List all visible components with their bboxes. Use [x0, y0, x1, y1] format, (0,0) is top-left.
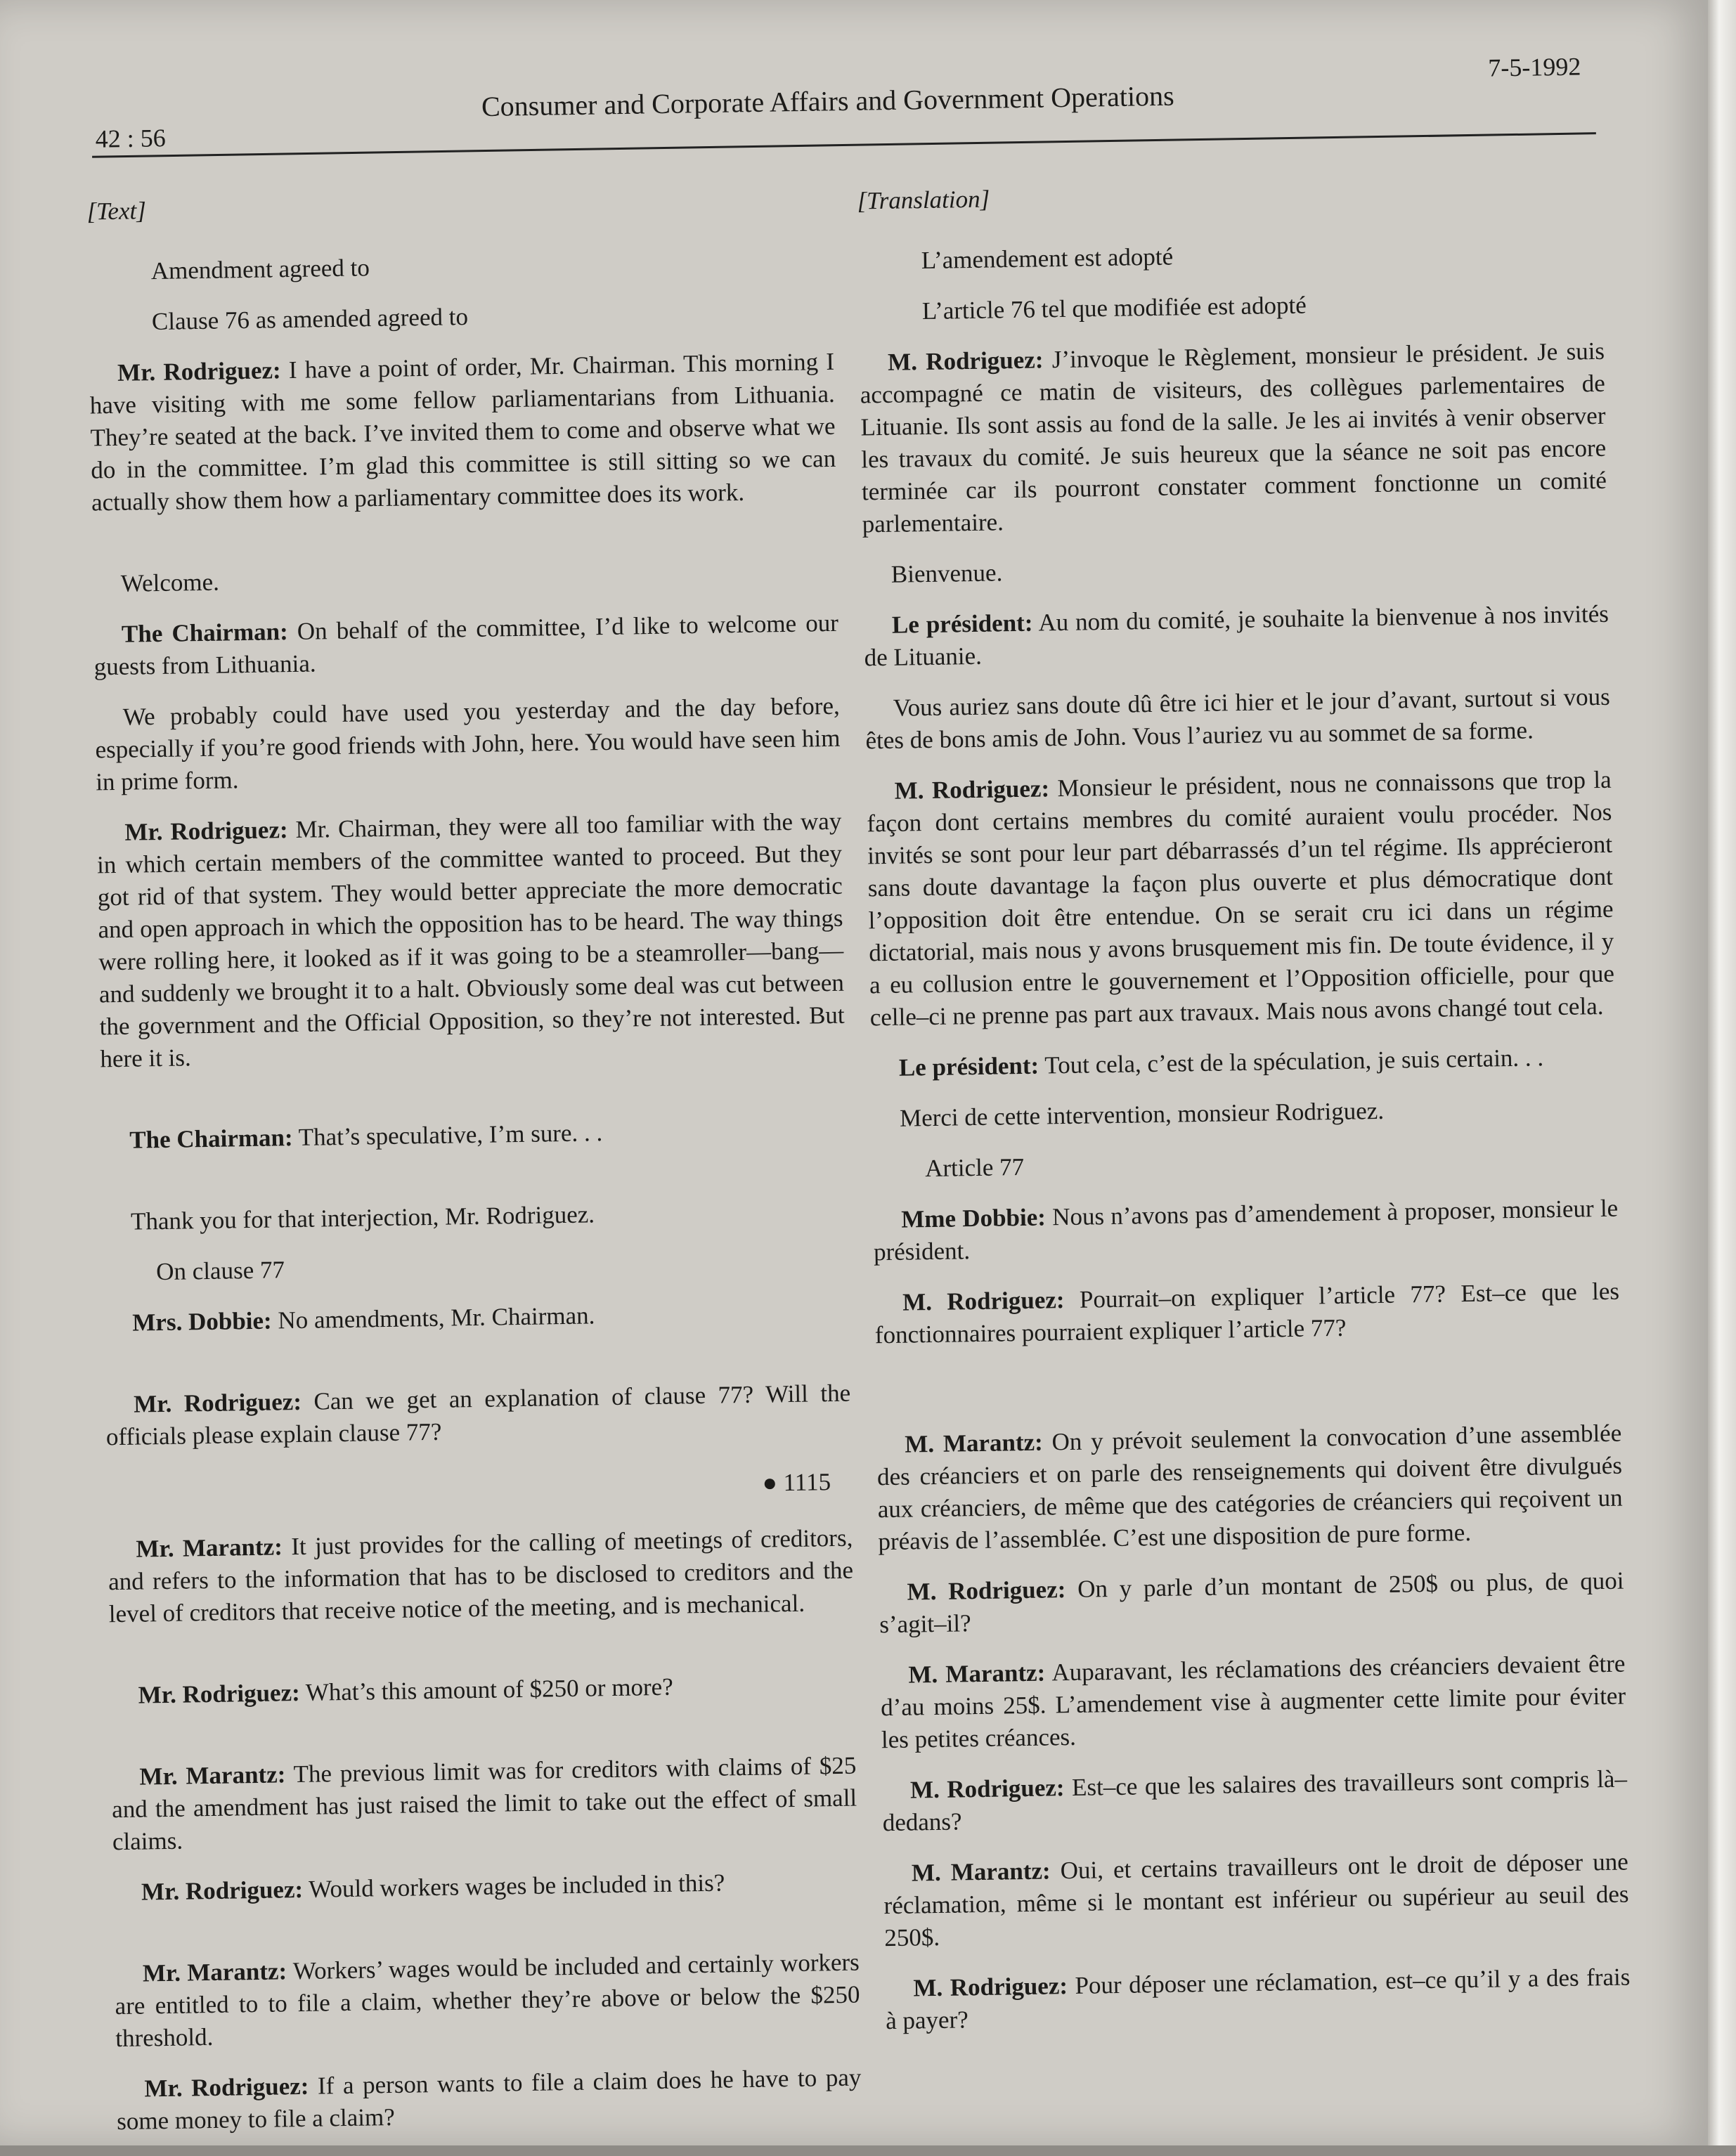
- procedural-note: L’amendement est adopté: [921, 242, 1174, 275]
- speaker-name: Le président:: [898, 1051, 1039, 1082]
- english-column: [86, 184, 862, 2156]
- speech-text: On behalf of the committee, I’d like to welcome our guests from Lithuania.: [93, 609, 839, 681]
- speech-text: On y parle d’un montant de 250$ ou plus, de quoi s’agit–il?: [879, 1566, 1624, 1639]
- speaker-name: M. Rodriguez:: [887, 346, 1044, 376]
- speaker-name: Mr. Marantz:: [136, 1533, 283, 1563]
- time-marker: ● 1115: [762, 1468, 831, 1497]
- running-title: Consumer and Corporate Affairs and Government Operations: [481, 79, 1174, 123]
- page-header: [91, 51, 1595, 152]
- speech-text: Nous n’avons pas d’amendement à proposer, monsieur le président.: [873, 1194, 1619, 1266]
- speech-paragraph: Thank you for that interjection, Mr. Rodriguez.: [130, 1200, 595, 1235]
- speech-text: The previous limit was for creditors with claims of $25 and the amendment has just raised the limit to take out the effect of small claims.: [111, 1751, 857, 1856]
- page-number: 42 : 56: [95, 124, 167, 153]
- speech-text: Tout cela, c’est de la spéculation, je suis certain. . .: [1038, 1044, 1544, 1079]
- procedural-note: Clause 76 as amended agreed to: [151, 302, 469, 336]
- speech-paragraph: [883, 1846, 1630, 1955]
- speech-paragraph: [864, 598, 1609, 675]
- speech-text: Would workers wages be included in this?: [302, 1869, 725, 1903]
- speech-text: Mr. Chairman, they were all too familiar with the way in which certain members of the committee wanted to proceed. But they got rid of that system. They would better appreciate the more democratic and open approach in which the opposition has to be heard. The way things were rolling here, it looked as if it was going to be a steamroller—bang—and suddenly we brought it to a halt. Obviously some deal was cut between the government and the Official Opposition, so they’re not interested. But here it is.: [96, 807, 845, 1073]
- speaker-name: Mr. Rodriguez:: [117, 356, 281, 387]
- speech-text: It just provides for the calling of meetings of creditors, and refers to the information that has to be disclosed to creditors and the level of creditors that receive notice of the meeting, and is mechanical.: [108, 1524, 854, 1628]
- procedural-note: On clause 77: [155, 1256, 285, 1286]
- speech-paragraph: [89, 346, 836, 519]
- speech-paragraph: [104, 1296, 850, 1340]
- page-date: 7-5-1992: [1488, 52, 1581, 82]
- speech-paragraph: [866, 764, 1615, 1034]
- speech-paragraph: [101, 1113, 847, 1157]
- speaker-name: M. Rodriguez:: [902, 1286, 1065, 1316]
- speaker-name: Mr. Rodriguez:: [133, 1387, 302, 1418]
- speech-paragraph: [111, 1750, 857, 1859]
- speech-paragraph: [882, 1763, 1628, 1840]
- speech-paragraph: [879, 1565, 1624, 1642]
- column-label: [Translation]: [857, 185, 990, 215]
- speaker-name: Mr. Rodriguez:: [138, 1678, 301, 1709]
- speaker-name: Mr. Rodriguez:: [144, 2072, 309, 2103]
- speaker-name: M. Marantz:: [908, 1658, 1046, 1689]
- speech-text: Can we get an explanation of clause 77? Will the officials please explain clause 77?: [105, 1379, 851, 1451]
- speaker-name: The Chairman:: [121, 618, 288, 648]
- speech-text: What’s this amount of $250 or more?: [299, 1673, 674, 1706]
- speech-paragraph: [115, 1947, 861, 2056]
- speaker-name: Mrs. Dobbie:: [132, 1306, 272, 1337]
- speaker-name: M. Rodriguez:: [907, 1576, 1066, 1606]
- speaker-name: Mr. Rodriguez:: [124, 816, 288, 846]
- speech-text: I have a point of order, Mr. Chairman. This morning I have visiting with me some fellow parliamentarians from Lithuania. They’re seated at the back. I’ve invited them to come and observe what we do in the committee. I’m glad this committee is still sitting so we can actually show them how a parliamentary committee does its work.: [89, 347, 836, 517]
- speech-paragraph: [860, 335, 1607, 541]
- speech-paragraph: Bienvenue.: [890, 559, 1003, 588]
- speaker-name: M. Rodriguez:: [913, 1972, 1068, 2002]
- speech-paragraph: Merci de cette intervention, monsieur Rodriguez.: [899, 1096, 1385, 1132]
- speech-paragraph: [874, 1275, 1620, 1352]
- procedural-note: Article 77: [924, 1152, 1025, 1183]
- speaker-name: Mr. Marantz:: [139, 1760, 286, 1791]
- speech-paragraph: [885, 1961, 1631, 2038]
- speech-paragraph: [876, 1417, 1624, 1559]
- speech-paragraph: [110, 1668, 855, 1713]
- speech-text: Au nom du comité, je souhaite la bienvenue à nos invités de Lituanie.: [864, 599, 1609, 672]
- speech-text: On y prévoit seulement la convocation d’une assemblée des créanciers et on parle des renseignements qui doivent être divulgués aux créanciers, de même que des catégories de créanciers qui reçoivent un préavis de l’assemblée. C’est une disposition de pure forme.: [876, 1419, 1623, 1556]
- speaker-name: Mme Dobbie:: [900, 1203, 1047, 1233]
- speech-paragraph: [871, 1041, 1617, 1085]
- french-column: [857, 174, 1631, 2056]
- speech-text: Pourrait–on expliquer l’article 77? Est–ce que les fonctionnaires pourraient expliquer l’article 77?: [874, 1277, 1620, 1349]
- speaker-name: Le président:: [891, 609, 1033, 639]
- speaker-name: M. Rodriguez:: [894, 774, 1050, 805]
- speech-text: J’invoque le Règlement, monsieur le président. Je suis accompagné ce matin de visiteurs, des collègues parlementaires de Lituanie. Ils sont assis au fond de la salle. Je les ai invités à venir observer les travaux du comité. Je suis heureux que la séance ne soit pas encore terminée car ils pourront constater comment fonctionne un comité parlementaire.: [860, 337, 1607, 538]
- speech-paragraph: [93, 607, 839, 684]
- procedural-note: L’article 76 tel que modifiée est adopté: [921, 291, 1307, 325]
- speech-paragraph: [873, 1193, 1619, 1269]
- speech-text: If a person wants to file a claim does he have to pay some money to file a claim?: [116, 2063, 862, 2136]
- speech-paragraph: [880, 1648, 1626, 1757]
- speaker-name: M. Marantz:: [905, 1428, 1044, 1458]
- speech-paragraph: [96, 805, 846, 1076]
- speech-text: No amendments, Mr. Chairman.: [271, 1301, 595, 1334]
- column-label: [Text]: [86, 197, 147, 226]
- speech-paragraph: [116, 2062, 862, 2138]
- speaker-name: Mr. Marantz:: [142, 1957, 287, 1987]
- header-rule: [92, 132, 1596, 158]
- speech-paragraph: [105, 1377, 851, 1454]
- speaker-name: M. Marantz:: [911, 1857, 1051, 1887]
- speech-text: That’s speculative, I’m sure. . .: [292, 1119, 603, 1152]
- speech-text: Monsieur le président, nous ne connaissons que trop la façon dont certains membres du comité auraient voulu procéder. Nos invités se sont pour leur part débarrassés d’un tel régime. Ils apprécieront sans doute davantage la façon plus ouverte et plus démocratique dont l’opposition doit être entendue. On se serait cru ici dans un régime dictatorial, mais nous y avons brusquement mis fin. De toute évidence, il y a eu collusion entre le gouvernement et l’Opposition officielle, pour que celle–ci ne prenne pas part aux travaux. Mais nous avons changé tout cela.: [867, 765, 1615, 1032]
- speech-text: Workers’ wages would be included and certainly workers are entitled to to file a claim, whether they’re above or below the $250 threshold.: [115, 1948, 860, 2053]
- speech-text: Pour déposer une réclamation, est–ce qu’il y a des frais à payer?: [885, 1963, 1631, 2035]
- speech-paragraph: [108, 1522, 854, 1631]
- speech-paragraph: We probably could have used you yesterday and the day before, especially if you’re good friends with John, here. You would have seen him in prime form.: [95, 691, 841, 796]
- speech-paragraph: Welcome.: [120, 568, 220, 597]
- speaker-name: The Chairman:: [129, 1124, 293, 1154]
- speaker-name: M. Rodriguez:: [909, 1774, 1065, 1804]
- procedural-note: Amendment agreed to: [150, 254, 370, 285]
- page-edge: [1708, 0, 1736, 2145]
- speech-text: Auparavant, les réclamations des créanciers devaient être d’au moins 25$. L’amendement vise à augmenter cette limite pour éviter les petites créances.: [880, 1649, 1626, 1754]
- speaker-name: Mr. Rodriguez:: [141, 1875, 304, 1906]
- speech-text: Oui, et certains travailleurs ont le droit de déposer une réclamation, même si le montant est inférieur ou supérieur au seuil des 250$.: [883, 1847, 1629, 1952]
- speech-paragraph: Vous auriez sans doute dû être ici hier et le jour d’avant, surtout si vous êtes de bons amis de John. Vous l’auriez vu au sommet de sa forme.: [865, 682, 1611, 755]
- speech-paragraph: [113, 1865, 859, 1909]
- speech-text: Est–ce que les salaires des travailleurs sont compris là–dedans?: [882, 1765, 1628, 1837]
